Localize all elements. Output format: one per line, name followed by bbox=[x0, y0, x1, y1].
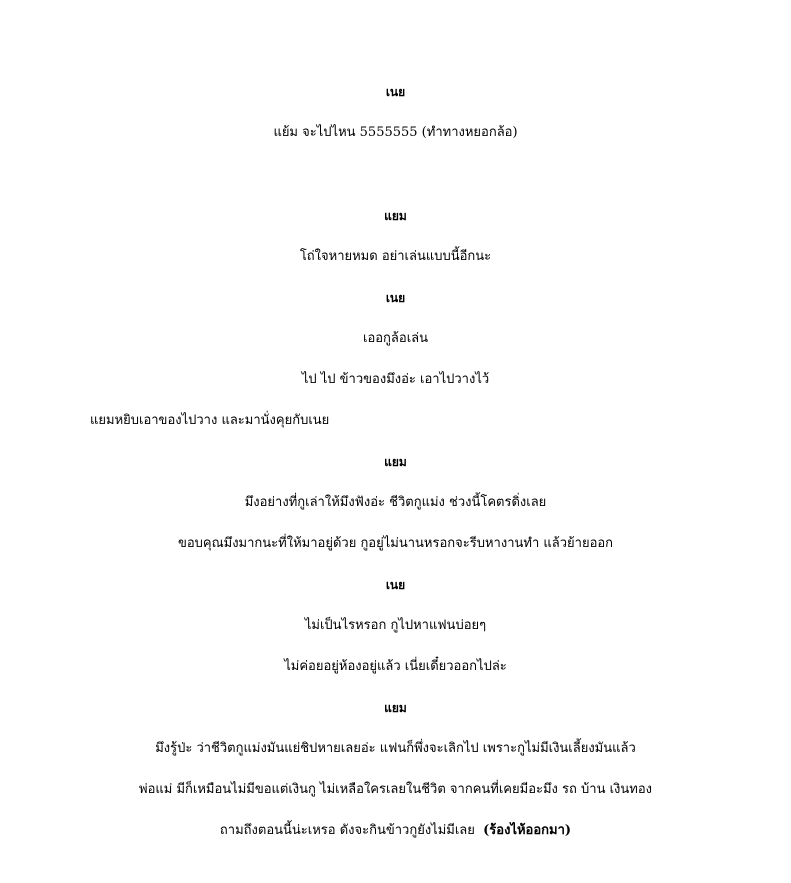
speaker-name: แยม bbox=[384, 701, 407, 715]
dialogue-line: แย้ม จะไปไหน 5555555 (ทำทางหยอกล้อ) bbox=[273, 125, 518, 140]
dialogue-line: มึงอย่างที่กูเล่าให้มึงฟังอ่ะ ชีวิตกูแม่ง ช่วงนี้โคตรดิ่งเลย bbox=[244, 495, 547, 510]
speaker-name: แยม bbox=[384, 209, 407, 223]
dialogue-line: ไป ไป ข้าวของมึงอ่ะ เอาไปวางไว้ bbox=[301, 372, 490, 387]
speaker-name: เนย bbox=[385, 578, 406, 592]
dialogue-line bbox=[0, 823, 791, 839]
dialogue-line: เออกูล้อเล่น bbox=[363, 331, 428, 346]
speaker-name: เนย bbox=[385, 85, 406, 99]
dialogue-line: ไม่ค่อยอยู่ห้องอยู่แล้ว เนี่ยเดี๋ยวออกไปล่ะ bbox=[284, 659, 507, 674]
dialogue-line: ไม่เป็นไรหรอก กูไปหาแฟนบ่อยๆ bbox=[304, 618, 487, 633]
dialogue-line: ขอบคุณมึงมากนะที่ให้มาอยู่ด้วย กูอยู่ไม่นานหรอกจะรีบหางานทำ แล้วย้ายออก bbox=[177, 536, 614, 551]
dialogue-line: โถ่ใจหายหมด อย่าเล่นแบบนี้อีกนะ bbox=[299, 249, 492, 264]
dialogue-line: มึงรู้ป่ะ ว่าชีวิตกูแม่งมันแย่ชิปหายเลยอ่ะ แฟนก็พึ่งจะเลิกไป เพราะกูไม่มีเงินเลี้ยงมันแล้ว bbox=[155, 741, 636, 756]
speaker-name: แยม bbox=[384, 455, 407, 469]
speaker-name: เนย bbox=[385, 291, 406, 305]
dialogue-text: ถามถึงตอนนี้น่ะเหรอ ดังจะกินข้าวกูยังไม่มีเลย bbox=[219, 823, 475, 838]
dialogue-line: พ่อแม่ มีก็เหมือนไม่มีขอแต่เงินกู ไม่เหลือใครเลยในชีวิต จากคนที่เคยมีอะมึง รถ บ้าน เงินทอง bbox=[139, 782, 652, 797]
stage-direction: (ร้องไห้ออกมา) bbox=[483, 823, 572, 838]
action-line: แยมหยิบเอาของไปวาง และมานั่งคุยกับเนย bbox=[90, 413, 330, 428]
